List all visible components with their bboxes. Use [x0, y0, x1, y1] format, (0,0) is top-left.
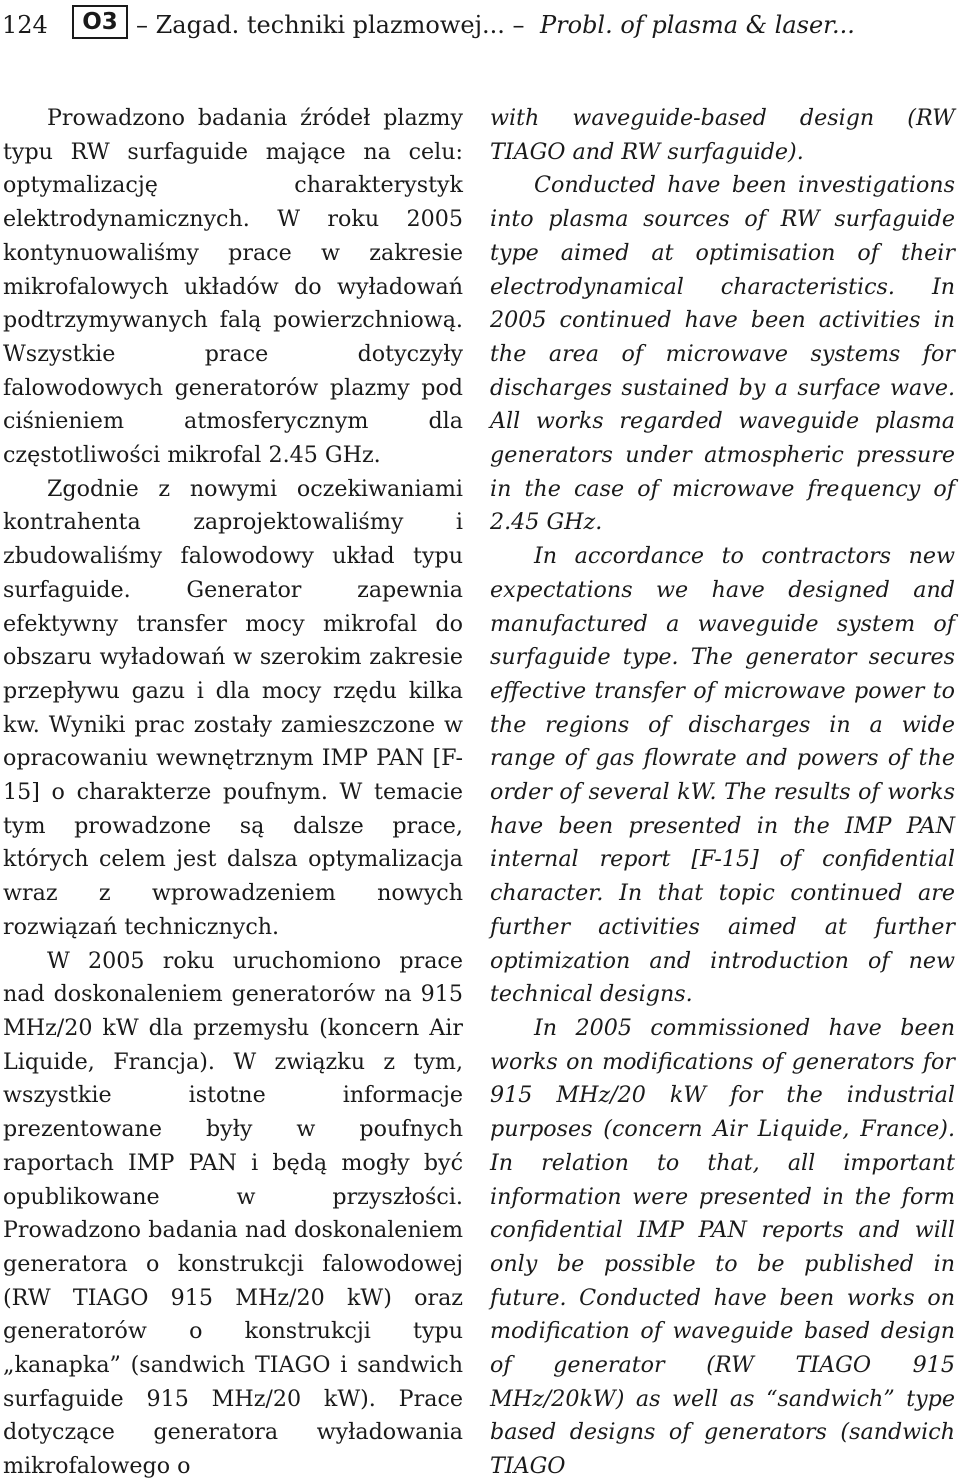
running-header — [0, 4, 960, 46]
page-number: 124 — [2, 11, 48, 39]
paragraph-en-2: In accordance to contractors new expectations we have designed and manufactured a waveguide system of surfaguide type. The generator secures effective transfer of microwave power to the regions of discharges in a wide range of gas flowrate and powers of the order of several kW. The results of works have been presented in the IMP PAN internal report [F-15] of confidential character. In that topic continued are further activities aimed at further optimization and introduction of new technical designs. — [490, 543, 955, 1008]
paragraph-pl-3: W 2005 roku uruchomiono prace nad doskonaleniem generatorów na 915 MHz/20 kW dla przemysłu (koncern Air Liquide, Francja). W związku z tym, wszystkie istotne informacje prezentowane były w poufnych raportach IMP PAN i będą mogły być opublikowane w przyszłości. Prowadzono badania nad doskonaleniem generatora o konstrukcji falowodowej (RW TIAGO 915 MHz/20 kW) oraz generatorów o konstrukcji typu „kanapka” (sandwich TIAGO i sandwich surfaguide 915 MHz/20 kW). Prace dotyczące generatora wyładowania mikrofalowego o — [3, 947, 463, 1480]
paragraph-en-continuation: with waveguide-based design (RW TIAGO and RW surfaguide). — [490, 105, 955, 165]
paragraph-pl-1: Prowadzono badania źródeł plazmy typu RW surfaguide mające na celu: optymalizację charakterystyk elektrodynamicznych. W roku 2005 kontynuowaliśmy prace w zakresie mikrofalowych układów do wyładowań podtrzymywanych falą powierzchniową. Wszystkie prace dotyczyły falowodowych generatorów plazmy pod ciśnieniem atmosferycznym dla częstotliwości mikrofal 2.45 GHz. — [3, 105, 463, 469]
header-title-polish: – Zagad. techniki plazmowej... – — [136, 11, 525, 39]
paragraph-pl-2: Zgodnie z nowymi oczekiwaniami kontrahenta zaprojektowaliśmy i zbudowaliśmy falowodowy układ typu surfaguide. Generator zapewnia efektywny transfer mocy mikrofal do obszaru wyładowań w szerokim zakresie przepływu gazu i dla mocy rzędu kilka kw. Wyniki prac zostały zamieszczone w opracowaniu wewnętrznym IMP PAN [F-15] o charakterze poufnym. W temacie tym prowadzone są dalsze prace, których celem jest dalsza optymalizacja wraz z wprowadzeniem nowych rozwiązań technicznych. — [3, 475, 463, 940]
section-label: O3 — [72, 5, 128, 39]
paragraph-en-1: Conducted have been investigations into plasma sources of RW surfaguide type aimed at optimisation of their electrodynamical characteristics. In 2005 continued have been activities in the area of microwave systems for discharges sustained by a surface wave. All works regarded waveguide plasma generators under atmospheric pressure in the case of microwave frequency of 2.45 GHz. — [490, 172, 955, 536]
english-text-column — [490, 102, 955, 1484]
paragraph-en-3: In 2005 commissioned have been works on modifications of generators for 915 MHz/20 kW for the industrial purposes (concern Air Liquide, France). In relation to that, all important information were presented in the form confidential IMP PAN reports and will only be possible to be published in future. Conducted have been works on modification of waveguide based design of generator (RW TIAGO 915 MHz/20kW) as well as “sandwich” type based designs of generators (sandwich TIAGO — [490, 1014, 955, 1480]
polish-text-column — [3, 102, 463, 1484]
header-title-english: Probl. of plasma & laser... — [540, 11, 855, 39]
